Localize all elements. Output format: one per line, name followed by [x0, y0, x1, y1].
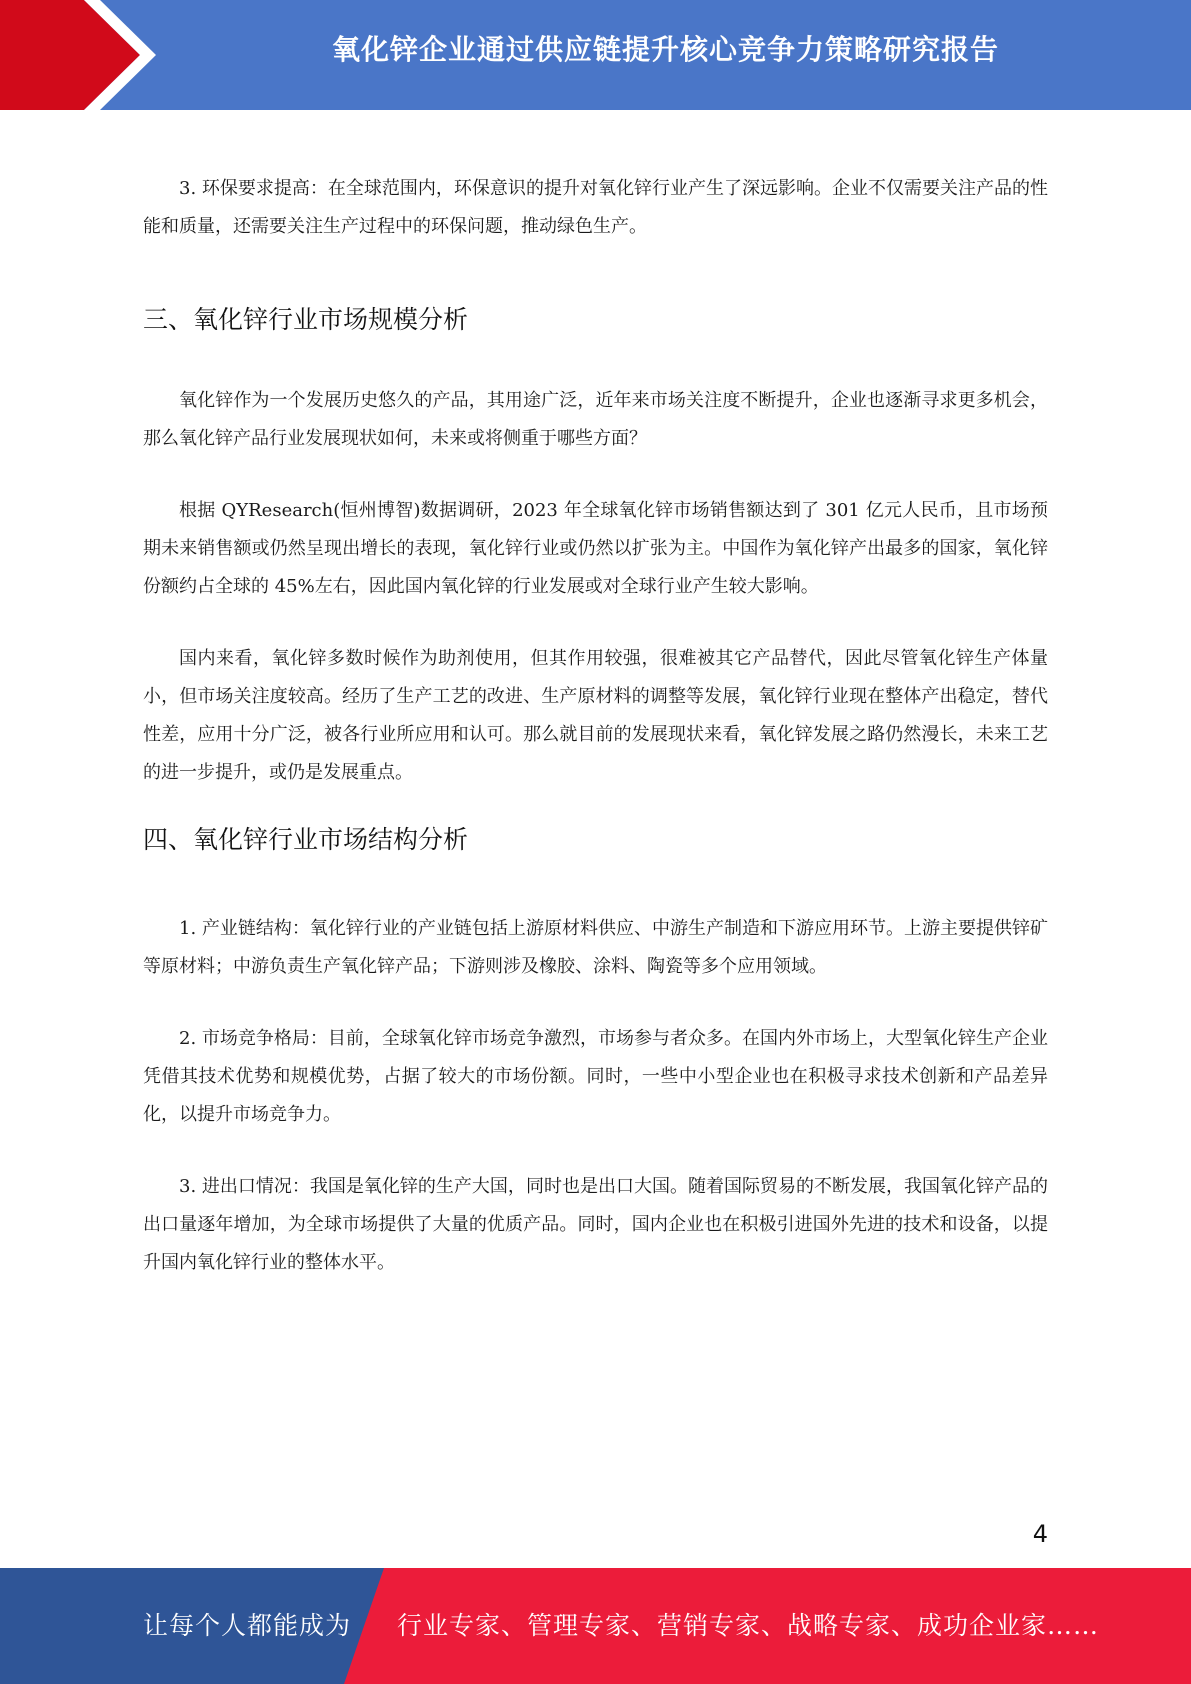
paragraph-environmental-requirements: 3. 环保要求提高：在全球范围内，环保意识的提升对氧化锌行业产生了深远影响。企业不仅需要关注产品的性能和质量，还需要关注生产过程中的环保问题，推动绿色生产。	[143, 178, 1048, 237]
paragraph-industry-chain: 1. 产业链结构：氧化锌行业的产业链包括上游原材料供应、中游生产制造和下游应用环节。上游主要提供锌矿等原材料；中游负责生产氧化锌产品；下游则涉及橡胶、涂料、陶瓷等多个应用领域。	[143, 918, 1048, 977]
section-heading-market-structure: 四、氧化锌行业市场结构分析	[143, 825, 469, 854]
paragraph-import-export: 3. 进出口情况：我国是氧化锌的生产大国，同时也是出口大国。随着国际贸易的不断发展，我国氧化锌产品的出口量逐年增加，为全球市场提供了大量的优质产品。同时，国内企业也在积极引进国外先进的技术和设备，以提升国内氧化锌行业的整体水平。	[143, 1176, 1048, 1273]
page-number: 4	[1032, 1520, 1048, 1548]
section-heading-market-size: 三、氧化锌行业市场规模分析	[143, 305, 469, 334]
paragraph-market-intro: 氧化锌作为一个发展历史悠久的产品，其用途广泛，近年来市场关注度不断提升，企业也逐渐寻求更多机会，那么氧化锌产品行业发展现状如何，未来或将侧重于哪些方面？	[143, 390, 1048, 449]
document-body	[143, 170, 1048, 1282]
report-title: 氧化锌企业通过供应链提升核心竞争力策略研究报告	[331, 33, 999, 66]
paragraph-market-research-data: 根据 QYResearch(恒州博智)数据调研，2023 年全球氧化锌市场销售额达到了 301 亿元人民币，且市场预期未来销售额或仍然呈现出增长的表现，氧化锌行业或仍然以扩张为主。中国作为氧化锌产出最多的国家，氧化锌份额约占全球的 45%左右，因此国内氧化锌的行业发展或对全球行业产生较大影响。	[143, 500, 1048, 597]
footer-slogan-right: 行业专家、管理专家、营销专家、战略专家、成功企业家……	[397, 1611, 1100, 1640]
red-chevron-shape	[0, 0, 140, 110]
paragraph-competition-landscape: 2. 市场竞争格局：目前，全球氧化锌市场竞争激烈，市场参与者众多。在国内外市场上，大型氧化锌生产企业凭借其技术优势和规模优势，占据了较大的市场份额。同时，一些中小型企业也在积极寻求技术创新和产品差异化，以提升市场竞争力。	[143, 1028, 1048, 1125]
footer-slogan-left: 让每个人都能成为	[143, 1611, 352, 1640]
header-chevron-decoration	[0, 0, 160, 110]
paragraph-domestic-market: 国内来看，氧化锌多数时候作为助剂使用，但其作用较强，很难被其它产品替代，因此尽管氧化锌生产体量小，但市场关注度较高。经历了生产工艺的改进、生产原材料的调整等发展，氧化锌行业现在整体产出稳定，替代性差，应用十分广泛，被各行业所应用和认可。那么就目前的发展现状来看，氧化锌发展之路仍然漫长，未来工艺的进一步提升，或仍是发展重点。	[143, 648, 1048, 783]
footer-band	[0, 1568, 1191, 1684]
header-band	[0, 0, 1191, 110]
